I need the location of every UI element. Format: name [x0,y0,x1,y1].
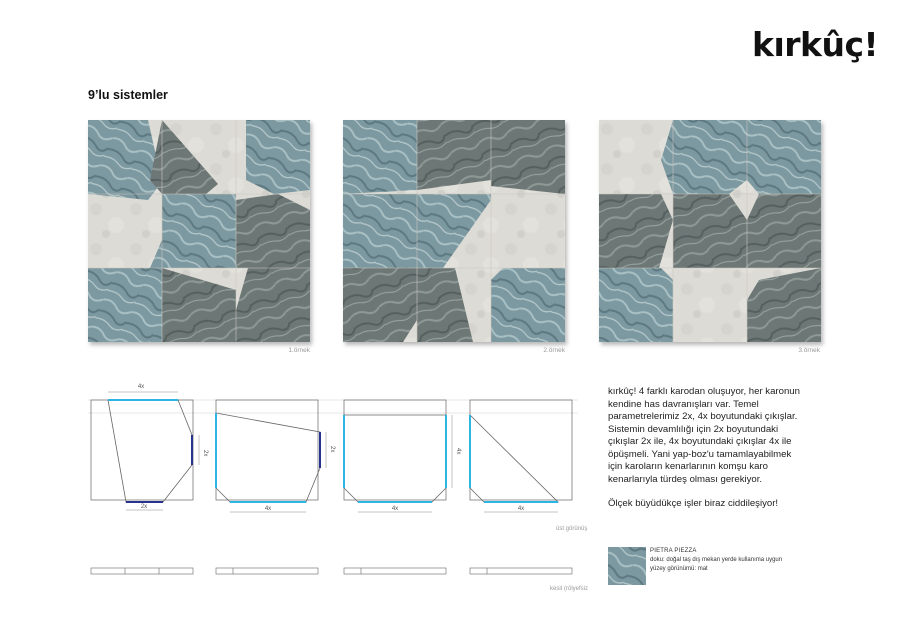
texture-label: doku: [650,557,665,563]
dim-label-2x: 2x [202,450,208,457]
caption-example-3: 3.örnek [798,347,820,354]
texture-value: doğal taş [666,557,691,563]
surface-value: mat [697,566,708,572]
top-view-label: üst görünüş [556,526,588,532]
dim-label-4x: 4x [517,506,525,512]
section-view-label: kesit (rölyefsiz) [550,586,588,592]
material-info [650,547,782,574]
dim-label-4x: 4x [391,506,399,512]
diagram-tile-2 [216,400,335,512]
dim-label-2x: 2x [329,446,335,453]
description-paragraph-2: Ölçek büyüdükçe işler biraz ciddileşiyor! [608,498,779,509]
material-name: PIETRA PIEZZA [650,548,697,554]
description-paragraph-1: kırkûç! 4 farklı karodan oluşuyor, her karonun kendine has davranışları var. Temel parametrelerimiz 2x, 4x boyutundaki çıkışlar. Sistemin devamlılığı için 2x boyutundaki çıkışlar 2x ile, 4x boyutundaki çıkışlar 4x ile öpüşmeli. Yani yap-boz'u tamamlayabilmek için karoların kenarlarının komşu karo kenarlarıyla türdeş olması gerekiyor. [608,386,800,485]
brand-logo: kırkûç! [752,25,879,64]
section-title: 9’lu sistemler [88,88,168,102]
dim-label-4x: 4x [455,448,461,455]
tile-diagrams [88,380,588,615]
material-swatch [608,547,646,585]
usage-text: dış mekan yerde kullanıma uygun [692,557,783,563]
surface-label: yüzey görünümü: [650,566,697,572]
diagram-tile-1 [91,384,208,510]
dim-label-4x: 4x [137,384,145,390]
description [608,386,808,523]
diagram-tile-3 [344,400,461,512]
caption-example-1: 1.örnek [288,347,310,354]
tile-example-1 [88,120,310,342]
diagram-tile-4 [470,400,572,512]
tile-example-2 [343,120,565,342]
section-view [91,568,572,574]
caption-example-2: 2.örnek [543,347,565,354]
dim-label-4x: 4x [264,506,272,512]
tile-example-3 [599,120,821,342]
dim-label-2x: 2x [140,504,148,510]
